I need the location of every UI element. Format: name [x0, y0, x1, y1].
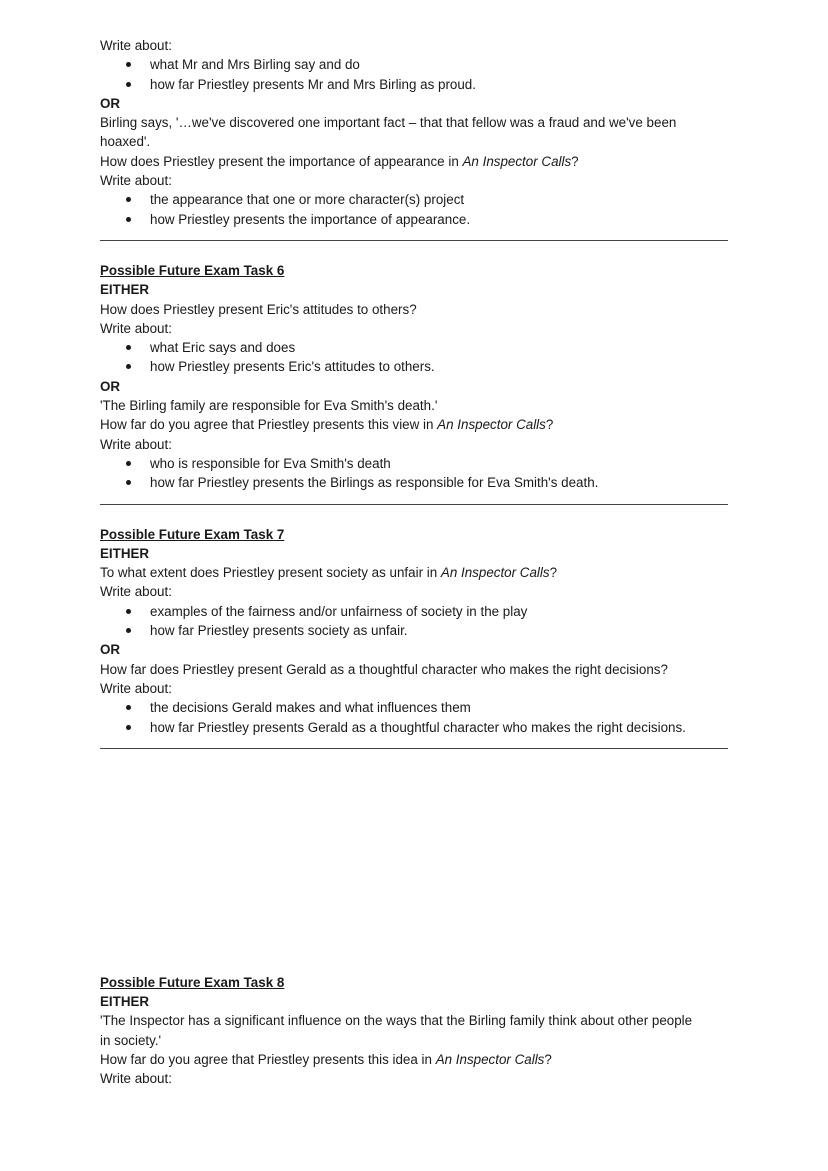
task-heading: Possible Future Exam Task 8 [100, 974, 285, 990]
question-text: How does Priestley present the importance of appearance in An Inspector Calls? [100, 153, 579, 169]
list-item: who is responsible for Eva Smith's death [100, 454, 730, 473]
or-label: OR [100, 95, 121, 111]
list-item: how far Priestley presents society as unfair. [100, 621, 730, 640]
write-about-label: Write about: [100, 173, 172, 189]
or-label: OR [100, 378, 121, 394]
bullet-list [100, 190, 730, 229]
quote-text-continued: hoaxed'. [100, 134, 151, 150]
bullet-list [100, 338, 730, 377]
list-item: how far Priestley presents Mr and Mrs Birling as proud. [100, 75, 730, 94]
list-item: how far Priestley presents the Birlings as responsible for Eva Smith's death. [100, 473, 730, 492]
question-text: How far does Priestley present Gerald as a thoughtful character who makes the right decisions? [100, 661, 668, 677]
question-text: How far do you agree that Priestley presents this view in An Inspector Calls? [100, 417, 554, 433]
list-item: what Mr and Mrs Birling say and do [100, 55, 730, 74]
list-item: the decisions Gerald makes and what influences them [100, 698, 730, 717]
bullet-list [100, 454, 730, 493]
question-text: To what extent does Priestley present society as unfair in An Inspector Calls? [100, 565, 558, 581]
write-about-label: Write about: [100, 584, 172, 600]
quote-text-continued: in society.' [100, 1032, 162, 1048]
list-item: the appearance that one or more character(s) project [100, 190, 730, 209]
or-label: OR [100, 642, 121, 658]
either-label: EITHER [100, 994, 150, 1010]
play-title: An Inspector Calls [435, 1051, 545, 1067]
play-title: An Inspector Calls [440, 565, 550, 581]
document-page [100, 36, 730, 1089]
quote-text: 'The Birling family are responsible for Eva Smith's death.' [100, 398, 438, 414]
list-item: how Priestley presents the importance of appearance. [100, 210, 730, 229]
write-about-label: Write about: [100, 1071, 172, 1087]
list-item: how far Priestley presents Gerald as a thoughtful character who makes the right decisions. [100, 718, 730, 737]
write-about-label: Write about: [100, 680, 172, 696]
task-heading: Possible Future Exam Task 7 [100, 526, 285, 542]
task-heading: Possible Future Exam Task 6 [100, 262, 285, 278]
quote-text: Birling says, '…we've discovered one important fact – that that fellow was a fraud and we've been [100, 115, 677, 131]
bullet-list [100, 602, 730, 641]
either-label: EITHER [100, 282, 150, 298]
list-item: how Priestley presents Eric's attitudes to others. [100, 357, 730, 376]
question-text: How far do you agree that Priestley presents this idea in An Inspector Calls? [100, 1051, 552, 1067]
bullet-list [100, 698, 730, 737]
write-about-label: Write about: [100, 38, 172, 53]
play-title: An Inspector Calls [462, 153, 572, 169]
either-label: EITHER [100, 545, 150, 561]
write-about-label: Write about: [100, 436, 172, 452]
list-item: examples of the fairness and/or unfairness of society in the play [100, 602, 730, 621]
write-about-label: Write about: [100, 320, 172, 336]
play-title: An Inspector Calls [437, 417, 546, 433]
bullet-list [100, 55, 730, 94]
list-item: what Eric says and does [100, 338, 730, 357]
question-text: How does Priestley present Eric's attitudes to others? [100, 301, 417, 317]
quote-text: 'The Inspector has a significant influence on the ways that the Birling family think about other people [100, 1013, 693, 1029]
